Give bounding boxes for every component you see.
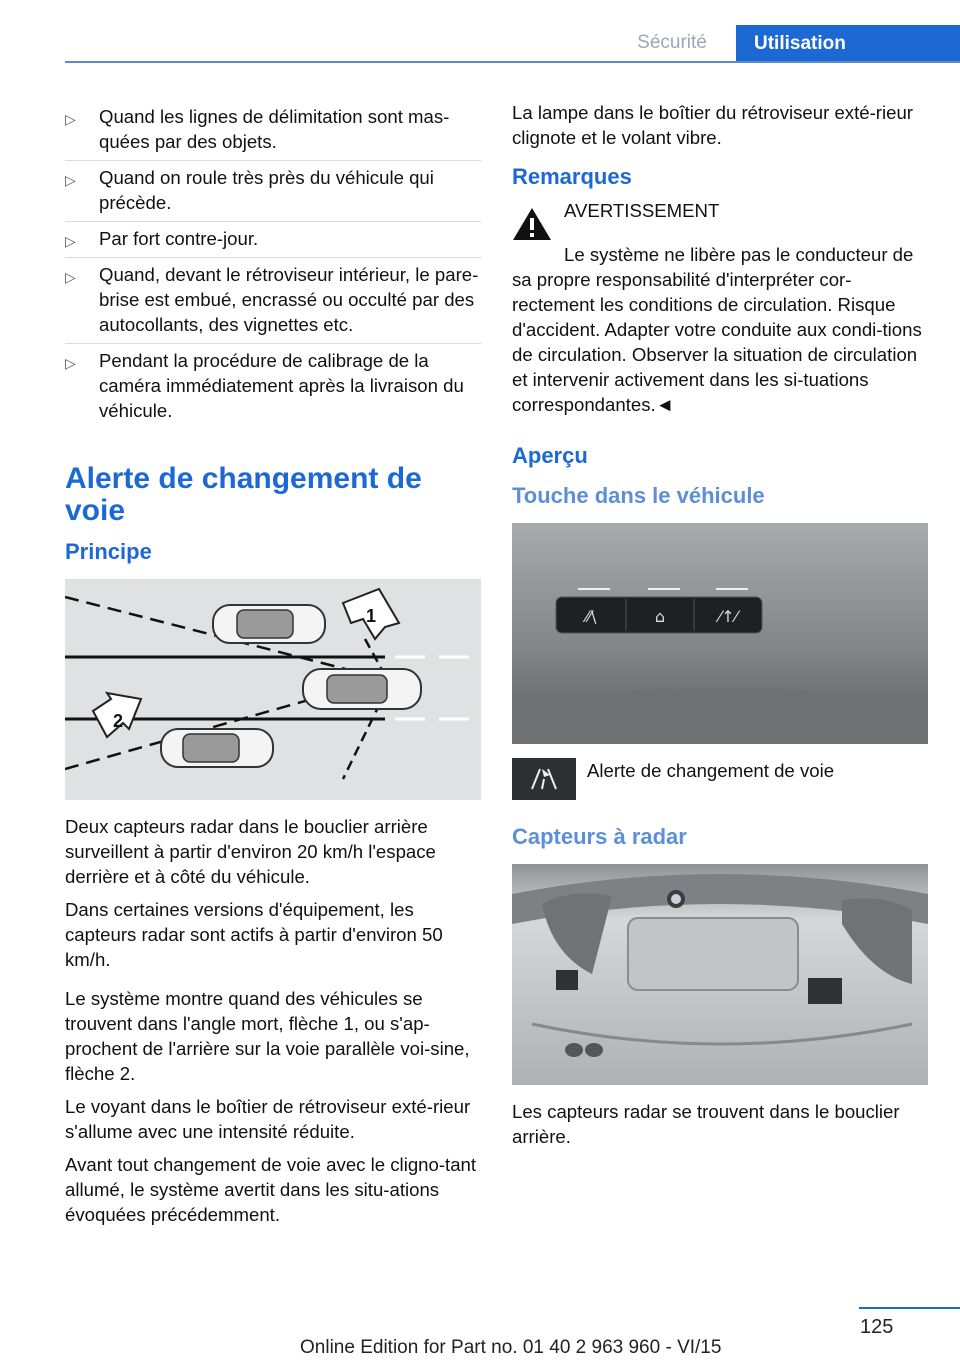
svg-text:⁄↑⁄: ⁄↑⁄: [718, 607, 738, 626]
page-number: 125: [860, 1316, 894, 1338]
button-legend: [512, 758, 928, 800]
svg-text:2: 2: [113, 711, 124, 731]
car-approaching: [161, 729, 273, 767]
list-item: ▷ Quand, devant le rétroviseur intérieur, le pare-brise est embué, encrassé ou occulté par des autocollants, des vignettes etc.: [65, 258, 481, 344]
left-column: [65, 100, 481, 1235]
car-ego: [303, 669, 421, 709]
lane-change-warning-icon: [512, 758, 576, 800]
paragraph: Avant tout changement de voie avec le cligno-tant allumé, le système avertit dans les situ-ations évoquées précédemment.: [65, 1154, 477, 1225]
triangle-bullet-icon: ▷: [65, 355, 76, 371]
subsection-title: Principe: [65, 539, 152, 564]
radar-photo-svg: [512, 864, 928, 1085]
paragraph: Le système montre quand des véhicules se trouvent dans l'angle mort, flèche 1, ou s'ap-prochent de l'arrière sur la voie parallèle voi-sine, flèche 2.: [65, 988, 470, 1084]
paragraph: La lampe dans le boîtier du rétroviseur exté-rieur clignote et le volant vibre.: [512, 102, 914, 148]
radar-caption: Les capteurs radar se trouvent dans le bouclier arrière.: [512, 1101, 900, 1147]
condition-list: [65, 100, 481, 429]
paragraph: Deux capteurs radar dans le bouclier arrière surveillent à partir d'environ 20 km/h l'espace derrière et à côté du véhicule.: [65, 816, 436, 887]
footer-rule: [859, 1307, 960, 1309]
svg-text:⌂: ⌂: [654, 607, 666, 626]
button-caption: Alerte de changement de voie: [587, 760, 835, 781]
tab-utilisation[interactable]: Utilisation: [736, 25, 960, 62]
paragraph: Dans certaines versions d'équipement, les capteurs radar sont actifs à partir d'environ 50 km/h.: [65, 899, 443, 970]
list-item: ▷ Quand on roule très près du véhicule qui précède.: [65, 161, 481, 222]
header-rule: [65, 61, 960, 63]
right-column: [512, 100, 928, 1157]
edition-note: Online Edition for Part no. 01 40 2 963 960 - VI/15: [300, 1337, 722, 1358]
remarks-title: Remarques: [512, 164, 632, 189]
svg-text:⁄⁄\: ⁄⁄\: [585, 607, 597, 626]
triangle-bullet-icon: ▷: [65, 233, 76, 249]
lane-diagram-svg: [65, 579, 481, 800]
triangle-bullet-icon: ▷: [65, 172, 76, 188]
warning-block: [512, 198, 928, 238]
car-blind-spot: [213, 605, 325, 643]
radar-sensor-photo: [512, 864, 928, 1085]
radar-section-title: Capteurs à radar: [512, 824, 687, 849]
warning-text: Le système ne libère pas le conducteur de sa propre responsabilité d'interpréter cor-rectement les conditions de circulation. Risque d'accident. Adapter votre conduite aux condi-tions de circulation. Observer la situation de circulation et intervenir activement dans les si-tuations correspondantes.◄: [512, 244, 922, 415]
button-panel-svg: [512, 523, 928, 744]
tab-securite[interactable]: Sécurité: [637, 32, 707, 53]
list-item: ▷ Pendant la procédure de calibrage de la caméra immédiatement après la livraison du véhicule.: [65, 350, 464, 421]
lane-change-diagram: [65, 579, 481, 800]
warning-triangle-icon: [512, 206, 552, 242]
warning-label: AVERTISSEMENT: [564, 200, 720, 221]
list-item: ▷ Par fort contre-jour.: [65, 222, 481, 258]
svg-text:1: 1: [366, 606, 377, 626]
triangle-bullet-icon: ▷: [65, 269, 76, 285]
triangle-bullet-icon: ▷: [65, 111, 76, 127]
button-section-title: Touche dans le véhicule: [512, 483, 765, 508]
paragraph: Le voyant dans le boîtier de rétroviseur exté-rieur s'allume avec une intensité réduite.: [65, 1096, 471, 1142]
apercu-title: Aperçu: [512, 443, 588, 468]
section-title: Alerte de changement de voie: [65, 462, 422, 527]
button-panel-photo: [512, 523, 928, 744]
list-item: ▷ Quand les lignes de délimitation sont mas-quées par des objets.: [65, 100, 481, 161]
